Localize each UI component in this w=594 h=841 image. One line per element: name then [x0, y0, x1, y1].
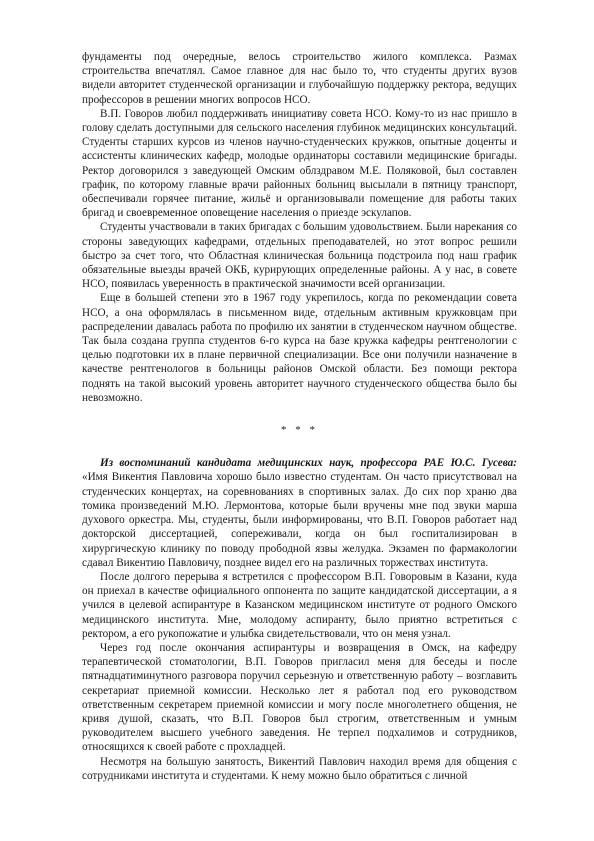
memoir-intro-text: «Имя Викентия Павловича хорошо было известно студентам. Он часто присутствовал на студенческих концертах, на соревнованиях в спортивных залах. До сих пор храню два томика произведений М.Ю. Лермонтова, которые были вручены мне под звуки марша духового оркестра. Мы, студенты, были информированы, что В.П. Говоров работает над докторской диссертацией, сопереживали, когда он был госпитализирован в хирургическую клинику по поводу прободной язвы желудка. Экзамен по фармакологии сдавал Викентию Павловичу, позднее видел его на различных торжествах института.	[82, 471, 517, 569]
paragraph: Еще в большей степени это в 1967 году укрепилось, когда по рекомендации совета НСО, а она оформлялась в письменном виде, отдельным активным кружковцам при распределении давалась работа по профилю их занятии в студенческом научном обществе. Так была создана группа студентов 6-го курса на базе кружка кафедры рентгенологии с целью подготовки их в плане первичной специализации. Все они получили назначение в качестве рентгенологов в больницы районов Омской области. Без помощи ректора поднять на такой высокий уровень авторитет научного студенческого общества было бы невозможно.	[82, 292, 517, 404]
memoir-heading: Из воспоминаний кандидата медицинских наук, профессора РАЕ Ю.С. Гусева:	[100, 457, 517, 470]
paragraph: фундаменты под очередные, велось строительство жилого комплекса. Размах строительства впечатлял. Самое главное для нас было то, что студенты других вузов видели авторитет студенческой организации и глубочайшую поддержку ректора, ведущих профессоров в решении многих вопросов НСО.	[82, 51, 517, 106]
paragraph: Студенты участвовали в таких бригадах с большим удовольствием. Были нарекания со стороны заведующих кафедрами, отдельных преподавателей, но этот вопрос решили быстро за счет того, что Областная клиническая больница подстроила под наш график обязательные выезды врачей ОКБ, курирующих определенные районы. А у нас, в совете НСО, появилась уверенность в практической значимости всей организации.	[82, 221, 517, 291]
paragraph: После долгого перерыва я встретился с профессором В.П. Говоровым в Казани, куда он приехал в качестве официального оппонента по защите кандидатской диссертации, а я учился в целевой аспирантуре в Казанском медицинском институте от родного Омского медицинского института. Мне, молодому аспиранту, было приятно встретиться с ректором, а его рукопожатие и улыбка свидетельствовали, что он меня узнал.	[82, 570, 517, 640]
paragraph: Несмотря на большую занятость, Викентий Павлович находил время для общения с сотрудниками института и студентами. К нему можно было обратиться с личной	[82, 755, 517, 782]
paragraph: Через год после окончания аспирантуры и возвращения в Омск, на кафедру терапевтической стоматологии, В.П. Говоров пригласил меня для беседы и после пятнадцатиминутного разговора поручил серьезную и ответственную работу – возглавить секретариат приемной комиссии. Несколько лет я работал под его руководством ответственным секретарем приемной комиссии и могу после многолетнего общения, не кривя душой, сказать, что В.П. Говоров был строгим, ответственным и умным руководителем высшего учебного заведения. Не терпел подхалимов и сотрудников, относящихся к своей работе с прохладцей.	[82, 641, 517, 754]
section-separator: * * *	[281, 424, 318, 437]
memoir-intro-paragraph	[82, 456, 517, 570]
document-page	[82, 50, 517, 783]
paragraph: В.П. Говоров любил поддерживать инициативу совета НСО. Кому-то из нас пришло в голову сделать доступными для сельского населения глубинок медицинских консультаций. Студенты старших курсов из членов научно-студенческих кружков, опытные доценты и ассистенты клинических кафедр, молодые ординаторы составили медицинские бригады. Ректор договорился з заведующей Омским облздравом М.Е. Поляковой, был составлен график, по которому главные врачи районных больниц высылали в пятницу транспорт, обеспечивали горячее питание, жильё и организовывали помещение для работы таких бригад и своевременное оповещение населения о приезде эскулапов.	[82, 107, 517, 220]
